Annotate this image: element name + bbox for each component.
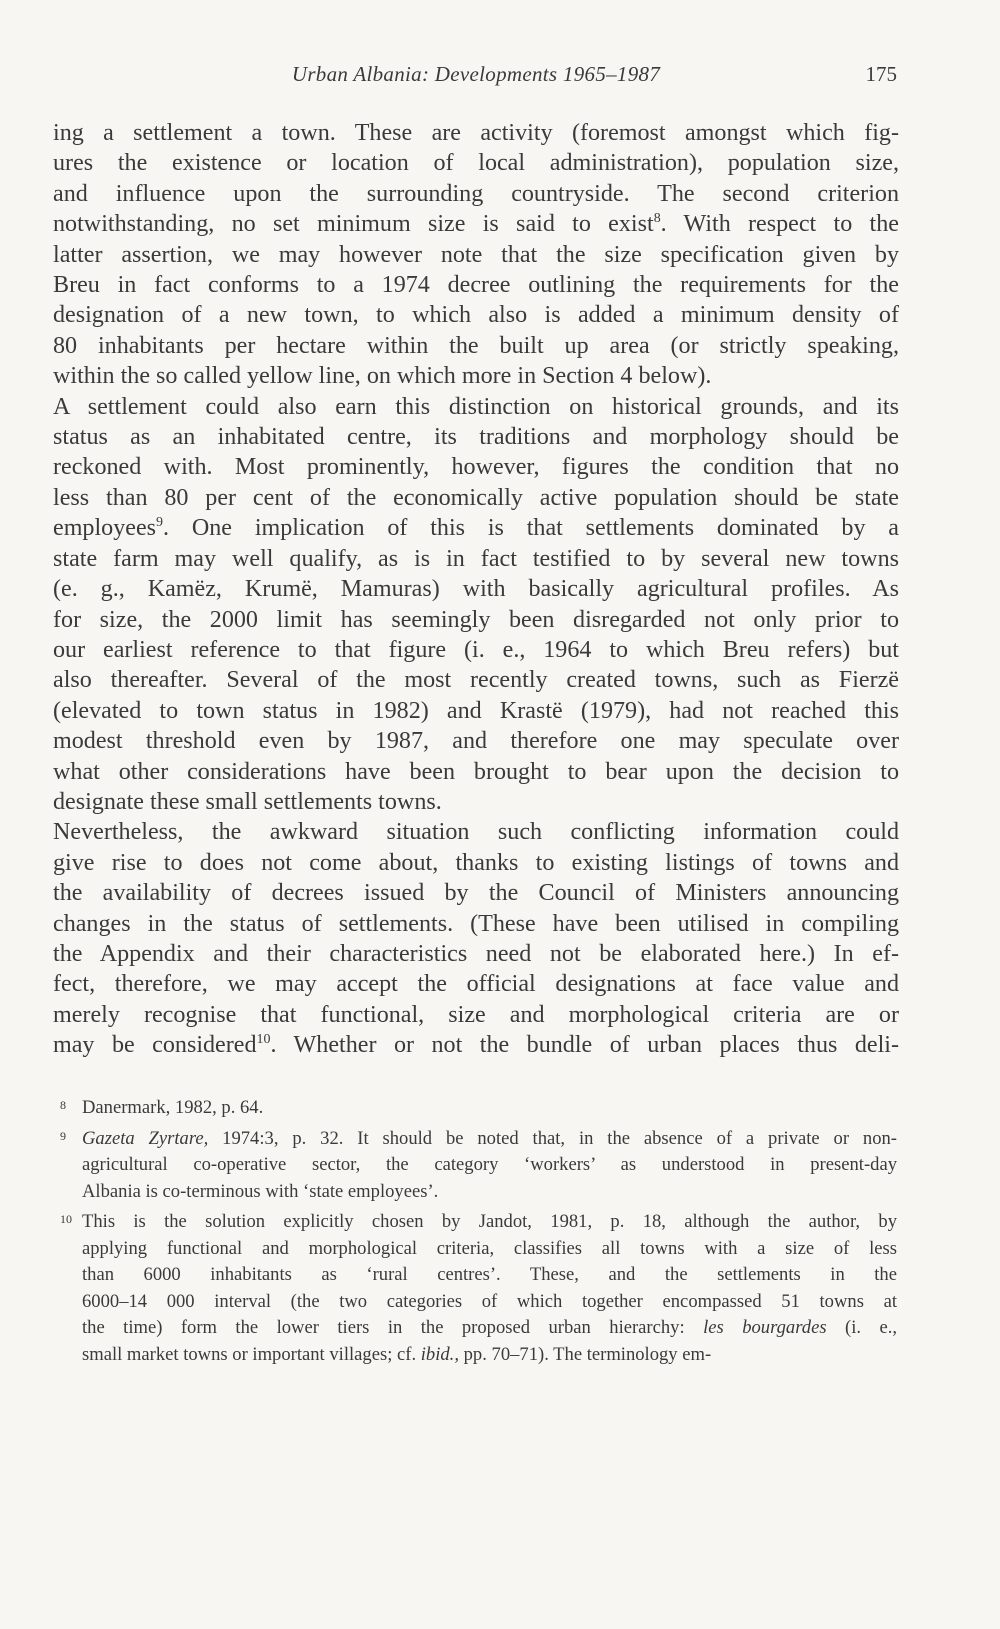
text-line: designate these small settlements towns. [53, 788, 442, 815]
footnotes [60, 1095, 897, 1372]
text-line: within the so called yellow line, on which more in Section 4 below). [53, 363, 712, 390]
text-line: (e. g., Kamëz, Krumë, Mamuras) with basically agricultural profiles. As [53, 576, 899, 603]
text-line: merely recognise that functional, size and morphological criteria are or [53, 1001, 899, 1028]
text-line: the availability of decrees issued by the Council of Ministers announcing [53, 880, 899, 907]
text-line: reckoned with. Most prominently, however, figures the condition that no [53, 454, 899, 481]
emphasis: les bourgardes [703, 1317, 827, 1338]
footnote-ref-8: 8 [653, 211, 661, 227]
footnote-line: than 6000 inhabitants as ‘rural centres’. These, and the settlements in the [82, 1264, 897, 1285]
text-line: status as an inhabitated centre, its traditions and morphology should be [53, 424, 899, 451]
text-line [53, 209, 899, 239]
text-segment: employees [53, 515, 157, 542]
text-segment: . Whether or not the bundle of urban places thus deli- [270, 1032, 900, 1059]
footnote-line: Albania is co-terminous with ‘state employees’. [82, 1180, 439, 1202]
journal-title: Gazeta Zyrtare, [82, 1127, 209, 1149]
body-text [53, 118, 899, 1061]
text-line [53, 1030, 899, 1060]
text-line: fect, therefore, we may accept the official designations at face value and [53, 971, 899, 998]
text-line: and influence upon the surrounding countryside. The second criterion [53, 180, 899, 207]
footnote-ref-9: 9 [156, 515, 164, 531]
footnote-line: agricultural co-operative sector, the category ‘workers’ as understood in present-day [82, 1154, 897, 1175]
text-line: the Appendix and their characteristics need not be elaborated here.) In ef- [53, 940, 899, 967]
footnote-line: This is the solution explicitly chosen by Jandot, 1981, p. 18, although the author, by [82, 1211, 897, 1232]
page-header [55, 62, 897, 92]
footnote-line: applying functional and morphological criteria, classifies all towns with a size of less [82, 1237, 897, 1259]
text-line: A settlement could also earn this distinction on historical grounds, and its [53, 393, 899, 420]
emphasis: ibid., [420, 1343, 459, 1365]
text-line: also thereafter. Several of the most recently created towns, such as Fierzë [53, 667, 899, 694]
text-line: what other considerations have been brought to bear upon the decision to [53, 758, 899, 785]
text-segment: (i. e., [826, 1317, 898, 1338]
footnote-10 [60, 1209, 897, 1368]
text-line: our earliest reference to that figure (i. e., 1964 to which Breu refers) but [53, 636, 899, 663]
text-line: latter assertion, we may however note that the size specification given by [53, 241, 899, 268]
footnote-line: 6000–14 000 interval (the two categories of which together encompassed 51 towns at [82, 1290, 897, 1312]
footnote-9 [60, 1126, 897, 1206]
text-line: designation of a new town, to which also is added a minimum density of [53, 302, 899, 329]
text-line: ing a settlement a town. These are activity (foremost amongst which fig- [53, 120, 899, 146]
text-line: Breu in fact conforms to a 1974 decree outlining the requirements for the [53, 272, 899, 299]
text-segment: pp. 70–71). The terminology em- [458, 1343, 712, 1365]
text-line: Nevertheless, the awkward situation such conflicting information could [53, 819, 899, 846]
text-line [53, 513, 899, 543]
text-segment: notwithstanding, no set minimum size is said to exist [53, 211, 654, 238]
text-segment: . One implication of this is that settlements dominated by a [163, 515, 899, 542]
running-title: Urban Albania: Developments 1965–1987 [291, 62, 661, 86]
text-line: changes in the status of settlements. (These have been utilised in compiling [53, 910, 899, 937]
text-line: (elevated to town status in 1982) and Krastë (1979), had not reached this [53, 697, 899, 724]
text-line: less than 80 per cent of the economically active population should be state [53, 484, 899, 511]
footnote-mark: 10 [60, 1212, 72, 1226]
text-segment: the time) form the lower tiers in the proposed urban hierarchy: [82, 1317, 704, 1338]
text-segment: small market towns or important villages; cf. [82, 1343, 421, 1365]
text-segment: 1974:3, p. 32. It should be noted that, in the absence of a private or non- [208, 1127, 897, 1149]
footnote-line [82, 1315, 897, 1342]
footnote-ref-10: 10 [256, 1032, 271, 1048]
footnote-line [82, 1126, 897, 1153]
text-line: 80 inhabitants per hectare within the built up area (or strictly speaking, [53, 332, 899, 359]
text-segment: may be considered [53, 1032, 257, 1059]
footnote-mark: 8 [60, 1098, 66, 1112]
footnote-8 [60, 1095, 897, 1122]
footnote-mark: 9 [60, 1128, 66, 1143]
text-line: ures the existence or location of local administration), population size, [53, 150, 899, 177]
text-line: state farm may well qualify, as is in fact testified to by several new towns [53, 545, 899, 572]
footnote-line [82, 1342, 897, 1369]
text-line: modest threshold even by 1987, and therefore one may speculate over [53, 728, 899, 755]
page-number: 175 [865, 62, 897, 86]
footnote-line: Danermark, 1982, p. 64. [82, 1097, 264, 1118]
text-line: give rise to does not come about, thanks to existing listings of towns and [53, 849, 899, 876]
text-segment: . With respect to the [660, 211, 899, 238]
text-line: for size, the 2000 limit has seemingly been disregarded not only prior to [53, 606, 899, 633]
